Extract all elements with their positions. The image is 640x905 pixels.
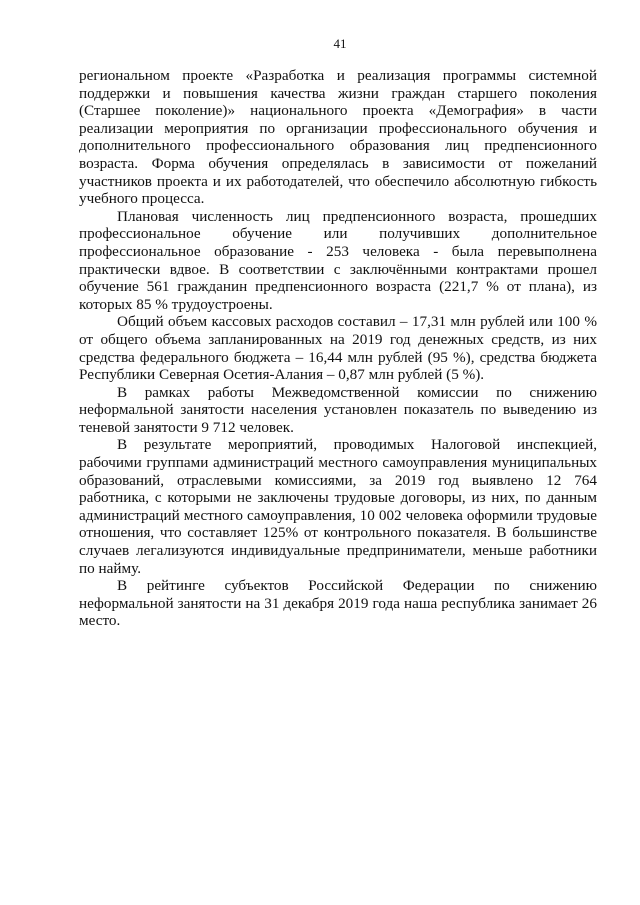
- paragraph-tax-inspection-results: В результате мероприятий, проводимых Налоговой инспекцией, рабочими группами администраций местного самоуправления муниципальных образований, отраслевыми комиссиями, за 2019 год выявлено 12 764 работника, с которыми не заключены трудовые договоры, из них, по данным администраций местного самоуправления, 10 002 человека оформили трудовые отношения, что составляет 125% от контрольного показателя. В большинстве случаев легализуются индивидуальные предприниматели, меньше работники по найму.: [79, 436, 597, 577]
- paragraph-preretirement-training: Плановая численность лиц предпенсионного возраста, прошедших профессиональное обучение или получивших дополнительное профессиональное образование - 253 человека - была перевыполнена практически вдвое. В соответствии с заключёнными контрактами прошел обучение 561 гражданин предпенсионного возраста (221,7 % от плана), из которых 85 % трудоустроены.: [79, 207, 597, 313]
- paragraph-commission: В рамках работы Межведомственной комиссии по снижению неформальной занятости населения установлен показатель по выведению из теневой занятости 9 712 человек.: [79, 383, 597, 436]
- paragraph-expenditures: Общий объем кассовых расходов составил – 17,31 млн рублей или 100 % от общего объема запланированных на 2019 год денежных средств, из них средства федерального бюджета – 16,44 млн рублей (95 %), средства бюджета Республики Северная Осетия-Алания – 0,87 млн рублей (5 %).: [79, 313, 597, 384]
- paragraph-continuation: региональном проекте «Разработка и реализация программы системной поддержки и повышения качества жизни граждан старшего поколения (Старшее поколение)» национального проекта «Демография» в части реализации мероприятия по организации профессионального обучения и дополнительного профессионального образования лиц предпенсионного возраста. Форма обучения определялась в зависимости от пожеланий участников проекта и их работодателей, что обеспечило абсолютную гибкость учебного процесса.: [79, 67, 597, 208]
- page-body: [79, 67, 597, 630]
- paragraph-rating: В рейтинге субъектов Российской Федерации по снижению неформальной занятости на 31 декабря 2019 года наша республика занимает 26 место.: [79, 577, 597, 630]
- page-number: 41: [333, 36, 347, 51]
